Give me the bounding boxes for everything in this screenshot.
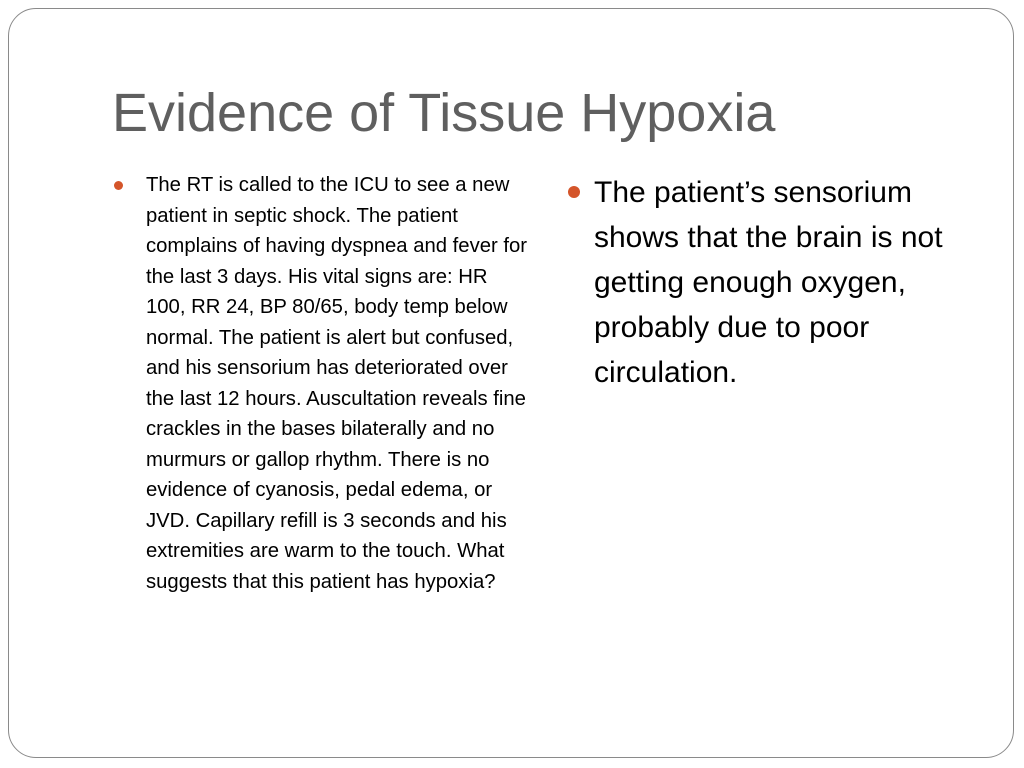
slide-title: Evidence of Tissue Hypoxia (112, 83, 776, 143)
list-item (568, 170, 988, 395)
list-item (112, 170, 532, 597)
right-column-bullet-list (568, 170, 988, 395)
bullet-dot-icon (114, 181, 123, 190)
answer-text: The patient’s sensorium shows that the brain is not getting enough oxygen, probably due to poor circulation. (594, 176, 943, 389)
case-description-text: The RT is called to the ICU to see a new patient in septic shock. The patient complains of having dyspnea and fever for the last 3 days. His vital signs are: HR 100, RR 24, BP 80/65, body temp below normal. The patient is alert but confused, and his sensorium has deteriorated over the last 12 hours. Auscultation reveals fine crackles in the bases bilaterally and no murmurs or gallop rhythm. There is no evidence of cyanosis, pedal edema, or JVD. Capillary refill is 3 seconds and his extremities are warm to the touch. What suggests that this patient has hypoxia? (146, 174, 528, 593)
bullet-dot-icon (568, 186, 580, 198)
left-column-bullet-list (112, 170, 532, 597)
